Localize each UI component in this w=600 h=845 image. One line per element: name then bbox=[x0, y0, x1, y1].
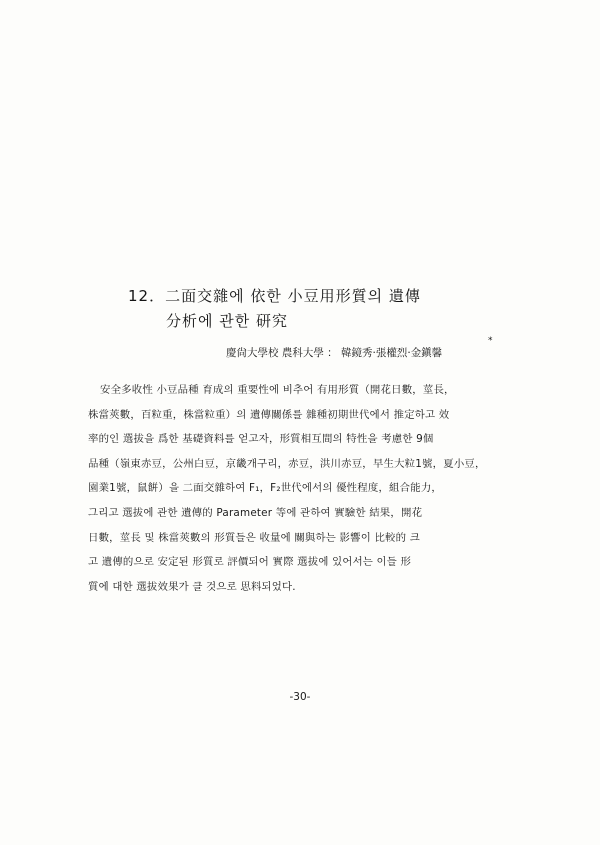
abstract-line: 日數，莖長 및 株當莢數의 形質들은 收量에 關與하는 影響이 比較的 크 bbox=[88, 531, 420, 544]
abstract-body bbox=[88, 378, 508, 599]
abstract-line: 株當莢數，百粒重，株當粒重）의 遺傳關係를 雜種初期世代에서 推定하고 效 bbox=[88, 408, 450, 421]
author-affiliation: 慶尙大學校 農科大學 ： 韓鏡秀·張權烈·金鎭馨 bbox=[226, 347, 443, 359]
page-number: -30- bbox=[289, 691, 311, 703]
abstract-line: 園業1號，鼠餠）을 二面交雜하여 F₁，F₂世代에서의 優性程度，組合能力， bbox=[88, 482, 442, 495]
abstract-line: 그리고 選拔에 관한 遺傳的 Parameter 等에 관하여 實驗한 結果，開花 bbox=[88, 506, 423, 519]
paper-title-line-2: 分析에 관한 研究 bbox=[166, 312, 289, 330]
abstract-line: 品種（嶺東赤豆，公州白豆，京畿개구리，赤豆，洪川赤豆，早生大粒1號，夏小豆， bbox=[88, 457, 486, 470]
abstract-line: 安全多收性 小豆品種 育成의 重要性에 비추어 有用形質（開花日數，莖長， bbox=[100, 384, 455, 396]
abstract-line: 率的인 選拔을 爲한 基礎資料를 얻고자，形質相互間의 特性을 考慮한 9個 bbox=[88, 433, 434, 446]
abstract-line: 質에 대한 選拔效果가 클 것으로 思料되었다. bbox=[88, 580, 296, 593]
abstract-line: 고 遺傳的으로 安定된 形質로 評價되어 實際 選拔에 있어서는 이들 形 bbox=[88, 556, 412, 569]
paper-title-line-1: 12．二面交雜에 依한 小豆用形質의 遺傳 bbox=[128, 287, 421, 305]
footnote-mark: * bbox=[488, 336, 493, 346]
